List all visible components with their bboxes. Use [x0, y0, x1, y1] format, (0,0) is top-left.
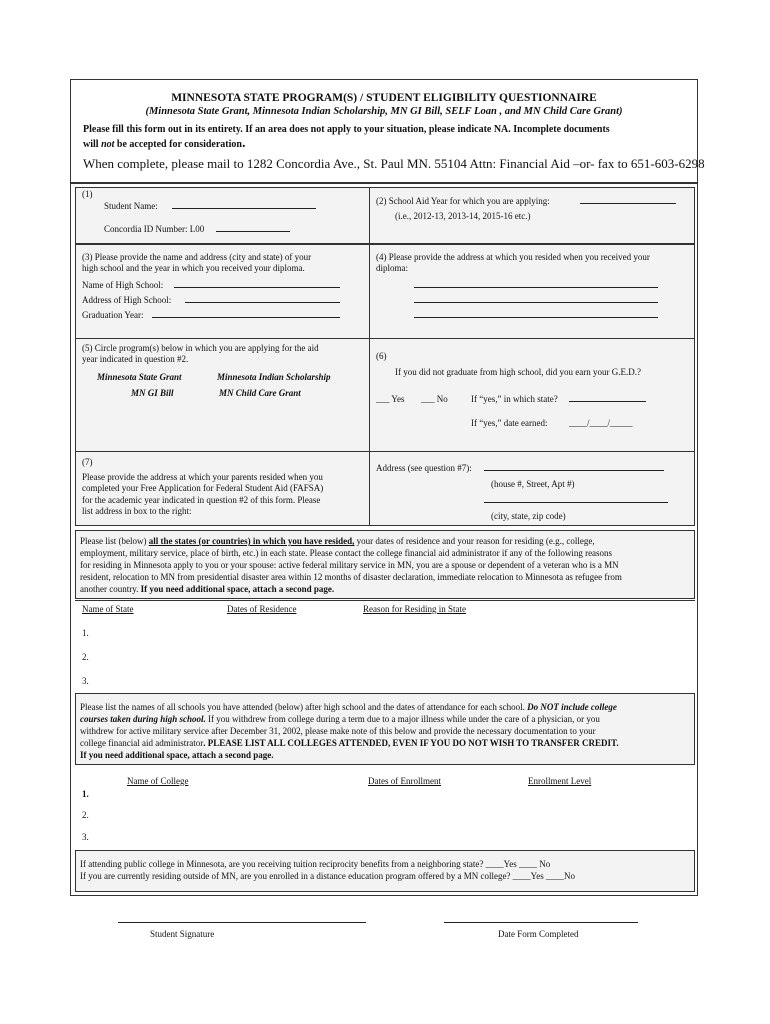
- hs-name-label: Name of High School:: [82, 280, 164, 290]
- aid-year-field[interactable]: [580, 203, 676, 204]
- student-signature-field[interactable]: [118, 922, 366, 923]
- q6-question: If you did not graduate from high school, did you earn your G.E.D.?: [395, 367, 641, 377]
- student-signature-label: Student Signature: [150, 929, 215, 939]
- instr-period: .: [241, 136, 246, 151]
- colleges-intro-4a: college financial aid administrator: [80, 738, 204, 748]
- instr-accepted: be accepted for consideration: [114, 139, 242, 150]
- state-row-1[interactable]: 1.: [82, 628, 89, 638]
- ged-date-field[interactable]: ____/____/_____: [569, 418, 633, 428]
- distance-ed-question[interactable]: If you are currently residing outside of MN, are you enrolled in a distance education program offered by a MN college? ____Yes ____No: [80, 871, 576, 881]
- q4-address-line-3[interactable]: [414, 317, 658, 318]
- q1-number: (1): [82, 189, 93, 199]
- q4-address-line-2[interactable]: [414, 302, 658, 303]
- parent-address-city-field[interactable]: [484, 502, 668, 503]
- state-row-2[interactable]: 2.: [82, 652, 89, 662]
- q4-text-1: (4) Please provide the address at which you resided when you received your: [376, 252, 650, 262]
- date-completed-field[interactable]: [444, 922, 638, 923]
- colleges-intro-2b: If you withdrew from college during a term due to a major illness while under the care of a physician, or you: [205, 714, 600, 724]
- instr-not: not: [101, 139, 115, 150]
- states-intro-2: employment, military service, place of birth, etc.) in each state. Please contact the college financial aid administrator if any of the following reasons: [80, 548, 613, 558]
- states-intro-5b: If you need additional space, attach a second page.: [140, 584, 335, 594]
- q7-text-2: completed your Free Application for Federal Student Aid (FAFSA): [82, 483, 324, 493]
- q4-address-line-1[interactable]: [414, 287, 658, 288]
- form-title: MINNESOTA STATE PROGRAM(S) / STUDENT ELIGIBILITY QUESTIONNAIRE: [171, 92, 597, 104]
- col-reason-residing: Reason for Residing in State: [363, 604, 466, 614]
- col-dates-of-residence: Dates of Residence: [227, 604, 297, 614]
- colleges-intro-1a: Please list the names of all schools you have attended (below) after high school and the dates of attendance for each school.: [80, 702, 528, 712]
- college-row-2[interactable]: 2.: [82, 810, 89, 820]
- q5-text-1: (5) Circle program(s) below in which you are applying for the aid: [82, 343, 319, 353]
- date-completed-label: Date Form Completed: [498, 929, 579, 939]
- state-row-3[interactable]: 3.: [82, 676, 89, 686]
- q7-text-1: Please provide the address at which your parents resided when you: [82, 472, 323, 482]
- college-row-3[interactable]: 3.: [82, 832, 89, 842]
- colleges-intro-3: withdrew for active military service after December 31, 2002, please make note of this below and provide the necessary documentation to your: [80, 726, 596, 736]
- program-mn-gi-bill[interactable]: MN GI Bill: [131, 388, 174, 398]
- grad-year-field[interactable]: [152, 317, 340, 318]
- header-box: [70, 79, 705, 183]
- q3-text-1: (3) Please provide the name and address (city and state) of your: [82, 252, 312, 262]
- concordia-id-label: Concordia ID Number: L00: [104, 224, 205, 234]
- col-dates-of-enrollment: Dates of Enrollment: [368, 776, 441, 786]
- colleges-intro-4: [80, 737, 619, 749]
- states-intro-1a: Please list (below): [80, 536, 149, 546]
- states-intro-1b: all the states (or countries) in which you have resided,: [148, 536, 355, 546]
- program-mn-state-grant[interactable]: Minnesota State Grant: [97, 372, 182, 382]
- q7-text-4: list address in box to the right:: [82, 506, 192, 516]
- col-enrollment-level: Enrollment Level: [528, 776, 592, 786]
- colleges-intro-2: [80, 713, 600, 725]
- states-intro-1: [80, 535, 595, 547]
- parent-address-label: Address (see question #7):: [376, 463, 472, 473]
- student-name-label: Student Name:: [104, 201, 158, 211]
- parent-address-street-field[interactable]: [484, 470, 664, 471]
- states-intro-4: resident, relocation to MN from presidential disaster area within 12 months of disaster declaration, immediate relocation to Minnesota as refugee from: [80, 572, 622, 582]
- house-street-hint: (house #, Street, Apt #): [491, 479, 575, 489]
- q3-text-2: high school and the year in which you received your diploma.: [82, 263, 305, 273]
- ged-no-option[interactable]: ___ No: [421, 394, 448, 404]
- hs-name-field[interactable]: [174, 287, 340, 288]
- q4-text-2: diploma:: [376, 263, 408, 273]
- q7-number: (7): [82, 457, 93, 467]
- q1-panel: [75, 187, 370, 244]
- ged-yes-option[interactable]: ___ Yes: [376, 394, 405, 404]
- colleges-intro-1: [80, 701, 617, 713]
- q5-text-2: year indicated in question #2.: [82, 354, 189, 364]
- states-intro-1c: your dates of residence and your reason for residing (e.g., college,: [354, 536, 595, 546]
- program-mn-child-care-grant[interactable]: MN Child Care Grant: [219, 388, 301, 398]
- instructions-line-1: Please fill this form out in its entirety. If an area does not apply to your situation, please indicate NA. Incomplete documents: [83, 124, 610, 135]
- states-intro-5: [80, 583, 334, 595]
- states-intro-5a: another country.: [80, 584, 141, 594]
- ged-state-field[interactable]: [569, 401, 646, 402]
- colleges-intro-2a: courses taken during high school.: [80, 714, 206, 724]
- col-name-of-state: Name of State: [82, 604, 134, 614]
- ged-date-label: If “yes,” date earned:: [471, 418, 548, 428]
- hs-address-field[interactable]: [185, 302, 340, 303]
- program-mn-indian-scholarship[interactable]: Minnesota Indian Scholarship: [217, 372, 331, 382]
- instructions-line-2: [83, 138, 245, 151]
- student-name-field[interactable]: [172, 208, 316, 209]
- col-name-of-college: Name of College: [127, 776, 189, 786]
- city-state-zip-hint: (city, state, zip code): [491, 511, 566, 521]
- q2-example: (i.e., 2012-13, 2013-14, 2015-16 etc.): [395, 211, 531, 221]
- college-row-1[interactable]: 1.: [82, 789, 89, 799]
- colleges-intro-1b: Do NOT include college: [527, 702, 617, 712]
- ged-state-label: If “yes,” in which state?: [471, 394, 558, 404]
- states-intro-3: for residing in Minnesota apply to you or your spouse: active federal military service in MN, you are a spouse or dependent of a veteran who is a MN: [80, 560, 619, 570]
- q7-text-3: for the academic year indicated in question #2 of this form. Please: [82, 495, 321, 505]
- q6-number: (6): [376, 351, 387, 361]
- q2-label: (2) School Aid Year for which you are applying:: [376, 196, 550, 206]
- colleges-intro-5: If you need additional space, attach a second page.: [80, 750, 274, 760]
- concordia-id-field[interactable]: [216, 231, 290, 232]
- hs-address-label: Address of High School:: [82, 295, 172, 305]
- instr-will: will: [83, 139, 102, 150]
- form-subtitle: (Minnesota State Grant, Minnesota Indian Scholarship, MN GI Bill, SELF Loan , and MN Child Care Grant): [145, 106, 623, 117]
- colleges-intro-4b: . PLEASE LIST ALL COLLEGES ATTENDED, EVEN IF YOU DO NOT WISH TO TRANSFER CREDIT.: [203, 738, 619, 748]
- grad-year-label: Graduation Year:: [82, 310, 144, 320]
- reciprocity-question[interactable]: If attending public college in Minnesota, are you receiving tuition reciprocity benefits from a neighboring state? ____Yes ____ No: [80, 859, 551, 869]
- mail-instructions: When complete, please mail to 1282 Concordia Ave., St. Paul MN. 55104 Attn: Financial Aid –or- fax to 651-603-6298: [83, 156, 705, 171]
- states-table-top: [75, 600, 695, 601]
